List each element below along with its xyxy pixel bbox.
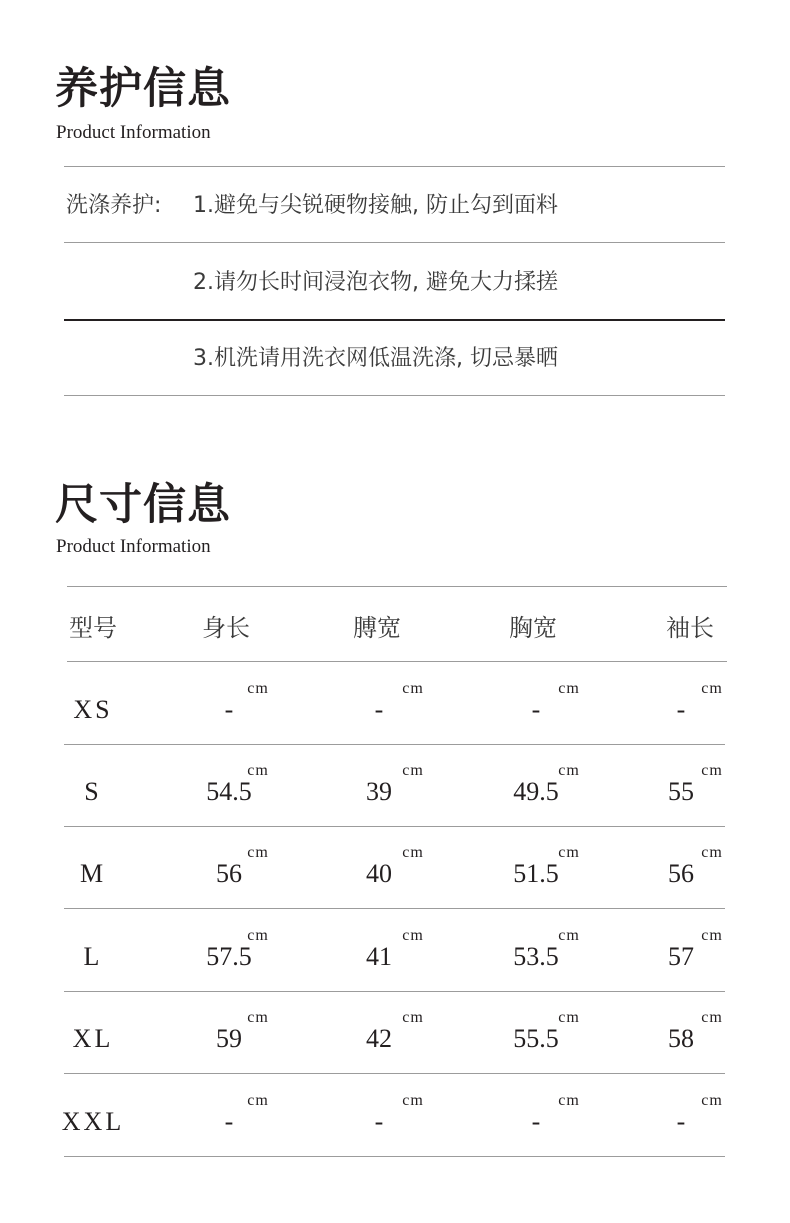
- unit-label: cm: [402, 1092, 424, 1109]
- row-divider: [64, 1073, 725, 1074]
- cell-body-length: -: [224, 695, 234, 724]
- cell-chest-width: -: [531, 1107, 541, 1136]
- header-chest-width: 胸宽: [509, 614, 557, 642]
- unit-label: cm: [247, 680, 269, 697]
- row-divider: [64, 908, 725, 909]
- unit-label: cm: [402, 844, 424, 861]
- unit-label: cm: [701, 680, 723, 697]
- cell-chest-width: 55.5: [513, 1024, 559, 1053]
- size-label: S: [84, 777, 102, 806]
- unit-label: cm: [701, 1092, 723, 1109]
- cell-shoulder-width: -: [374, 1107, 384, 1136]
- cell-sleeve-length: 55: [668, 777, 694, 806]
- care-label: 洗涤养护:: [66, 193, 162, 218]
- size-label: M: [79, 859, 107, 888]
- cell-body-length: 57.5: [206, 942, 252, 971]
- table-top-border: [67, 586, 727, 587]
- unit-label: cm: [247, 762, 269, 779]
- care-item-2: 2.请勿长时间浸泡衣物, 避免大力揉搓: [193, 270, 558, 295]
- cell-chest-width: 53.5: [513, 942, 559, 971]
- size-label: XS: [73, 695, 113, 724]
- unit-label: cm: [402, 1009, 424, 1026]
- unit-label: cm: [402, 927, 424, 944]
- unit-label: cm: [558, 1009, 580, 1026]
- cell-body-length: 59: [216, 1024, 242, 1053]
- cell-sleeve-length: 57: [668, 942, 694, 971]
- cell-shoulder-width: 39: [366, 777, 392, 806]
- unit-label: cm: [701, 1009, 723, 1026]
- divider: [64, 395, 725, 396]
- unit-label: cm: [247, 844, 269, 861]
- care-item-3: 3.机洗请用洗衣网低温洗涤, 切忌暴晒: [193, 346, 558, 371]
- unit-label: cm: [558, 762, 580, 779]
- size-label: L: [83, 942, 103, 971]
- cell-shoulder-width: 41: [366, 942, 392, 971]
- size-title: 尺寸信息: [55, 480, 231, 530]
- unit-label: cm: [247, 927, 269, 944]
- row-divider: [64, 991, 725, 992]
- cell-sleeve-length: -: [676, 695, 686, 724]
- cell-body-length: 54.5: [206, 777, 252, 806]
- cell-sleeve-length: 56: [668, 859, 694, 888]
- divider: [64, 166, 725, 167]
- header-shoulder-width: 膊宽: [353, 614, 401, 642]
- unit-label: cm: [247, 1092, 269, 1109]
- cell-sleeve-length: 58: [668, 1024, 694, 1053]
- cell-body-length: 56: [216, 859, 242, 888]
- unit-label: cm: [402, 762, 424, 779]
- cell-body-length: -: [224, 1107, 234, 1136]
- care-subtitle: Product Information: [56, 122, 211, 143]
- cell-sleeve-length: -: [676, 1107, 686, 1136]
- cell-shoulder-width: 40: [366, 859, 392, 888]
- unit-label: cm: [558, 1092, 580, 1109]
- cell-chest-width: 51.5: [513, 859, 559, 888]
- divider: [64, 242, 725, 243]
- cell-shoulder-width: -: [374, 695, 384, 724]
- row-divider: [64, 744, 725, 745]
- header-size: 型号: [69, 614, 117, 642]
- unit-label: cm: [402, 680, 424, 697]
- cell-shoulder-width: 42: [366, 1024, 392, 1053]
- row-divider: [64, 1156, 725, 1157]
- header-body-length: 身长: [202, 614, 250, 642]
- unit-label: cm: [558, 844, 580, 861]
- unit-label: cm: [558, 680, 580, 697]
- unit-label: cm: [701, 927, 723, 944]
- unit-label: cm: [247, 1009, 269, 1026]
- size-label: XXL: [61, 1107, 125, 1136]
- unit-label: cm: [701, 844, 723, 861]
- cell-chest-width: -: [531, 695, 541, 724]
- care-title: 养护信息: [55, 64, 231, 114]
- divider: [64, 319, 725, 321]
- unit-label: cm: [558, 927, 580, 944]
- table-header-border: [67, 661, 727, 662]
- size-subtitle: Product Information: [56, 536, 211, 557]
- unit-label: cm: [701, 762, 723, 779]
- care-item-1: 1.避免与尖锐硬物接触, 防止勾到面料: [193, 193, 558, 218]
- size-label: XL: [72, 1024, 114, 1053]
- header-sleeve-length: 袖长: [666, 614, 714, 642]
- cell-chest-width: 49.5: [513, 777, 559, 806]
- row-divider: [64, 826, 725, 827]
